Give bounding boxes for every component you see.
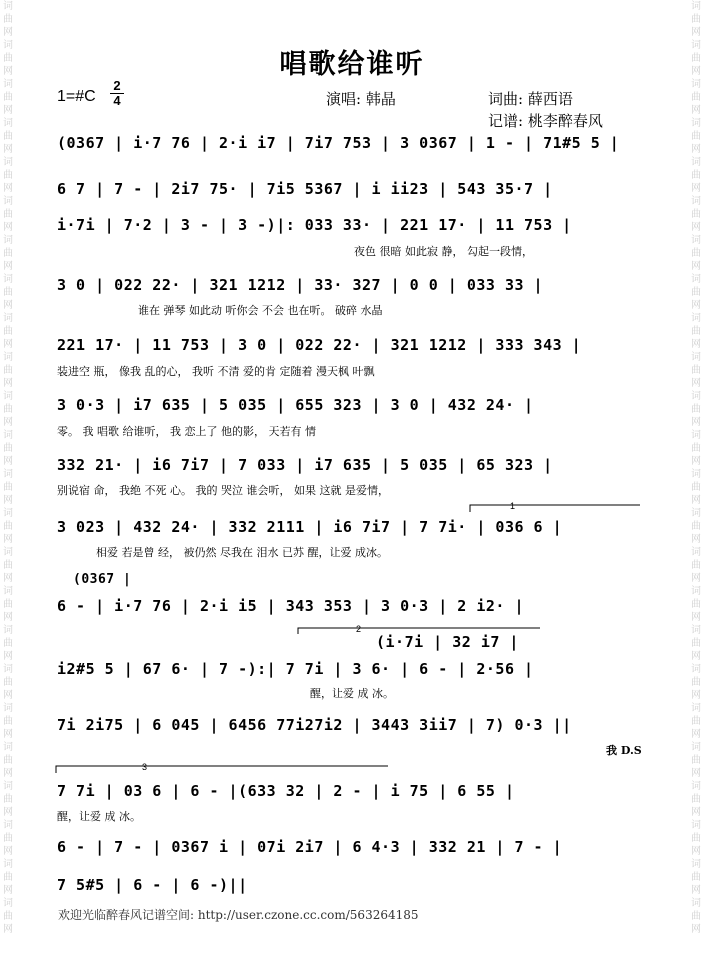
key-signature: 1=#C [57, 88, 96, 105]
alternate-ending: (i·7i | 32 i7 | [376, 633, 519, 651]
notation-row: 221 17· | 11 753 | 3 0 | 022 22· | 321 1212 | 333 343 | [57, 336, 582, 354]
lyric-line: 夜色 很暗 如此寂 静， 勾起一段情， [354, 245, 533, 258]
notation-row: 6 - | i·7 76 | 2·i i5 | 343 353 | 3 0·3 | 2 i2· | [57, 597, 525, 615]
notation-row: i2#5 5 | 67 6· | 7 -):| 7 7i | 3 6· | 6 - | 2·56 | [57, 660, 534, 678]
time-signature [110, 80, 124, 107]
notation-row: 7 7i | 03 6 | 6 - |(633 32 | 2 - | i 75 | 6 55 | [57, 782, 515, 800]
notation-row: (0367 | i·7 76 | 2·i i7 | 7i7 753 | 3 0367 | 1 - | 71#5 5 | [57, 134, 620, 152]
notation-row: 6 7 | 7 - | 2i7 75· | 7i5 5367 | i ii23 | 543 35·7 | [57, 180, 553, 198]
lyric-line: 装进空 瓶， 像我 乱的心， 我听 不清 爱的肯 定随着 漫天枫 叶飘 [57, 365, 375, 378]
lyric-line: 别说宿 命， 我绝 不死 心。 我的 哭泣 谁会听， 如果 这就 是爱情， [57, 484, 389, 497]
watermark-left: 词曲网 词曲网 词曲网 词曲网 词曲网 词曲网 词曲网 词曲网 词曲网 词曲网 词曲网 词曲网 词曲网 词曲网 词曲网 词曲网 词曲网 词曲网 词曲网 词曲网 词曲网 词曲网 词曲网 词曲网 [3, 1, 13, 935]
intro-cue: (0367 | [73, 572, 132, 587]
notation-row: 3 0 | 022 22· | 321 1212 | 33· 327 | 0 0 | 033 33 | [57, 276, 544, 294]
notation-row: i·7i | 7·2 | 3 - | 3 -)|: 033 33· | 221 17· | 11 753 | [57, 216, 572, 234]
singer-credit: 演唱: 韩晶 [326, 90, 396, 108]
volta-3-label: 3 [142, 762, 148, 772]
composer-credit: 词曲: 薛西语 [488, 90, 573, 108]
volta-1-label: 1 [510, 501, 516, 511]
notation-row: 3 0·3 | i7 635 | 5 035 | 655 323 | 3 0 | 432 24· | [57, 396, 534, 414]
lyric-line: 相爱 若是曾 经， 被仍然 尽我在 泪水 已苏 醒，让爱 成冰。 [96, 546, 388, 559]
notation-row: 6 - | 7 - | 0367 i | 07i 2i7 | 6 4·3 | 332 21 | 7 - | [57, 838, 563, 856]
lyric-line: 谁在 弹琴 如此动 听你会 不会 也在听。 破碎 水晶 [138, 304, 383, 317]
song-title: 唱歌给谁听 [279, 49, 425, 80]
time-numerator: 2 [113, 78, 121, 93]
notation-row: 7i 2i75 | 6 045 | 6456 77i27i2 | 3443 3ii7 | 7) 0·3 || [57, 716, 572, 734]
volta-3-bracket [56, 762, 388, 773]
ds-marker: 我 D.S [606, 744, 642, 757]
lyric-line: 醒，让爱 成 冰。 [57, 810, 141, 823]
notation-row: 7 5#5 | 6 - | 6 -)|| [57, 876, 248, 894]
footer-credit: 欢迎光临醉春风记谱空间: http://user.czone.cc.com/563264185 [58, 908, 419, 922]
time-denominator: 4 [113, 93, 121, 108]
watermark-right: 词曲网 词曲网 词曲网 词曲网 词曲网 词曲网 词曲网 词曲网 词曲网 词曲网 词曲网 词曲网 词曲网 词曲网 词曲网 词曲网 词曲网 词曲网 词曲网 词曲网 词曲网 词曲网 词曲网 词曲网 [691, 1, 701, 935]
lyric-line: 醒，让爱 成 冰。 [310, 687, 394, 700]
lyric-line: 零。 我 唱歌 给谁听， 我 恋上了 他的影， 天若有 情 [57, 425, 316, 438]
volta-1-bracket [470, 501, 640, 512]
transcriber-credit: 记谱: 桃李醉春风 [488, 112, 603, 130]
notation-row: 3 023 | 432 24· | 332 2111 | i6 7i7 | 7 7i· | 036 6 | [57, 518, 563, 536]
volta-2-label: 2 [356, 624, 362, 634]
notation-row: 332 21· | i6 7i7 | 7 033 | i7 635 | 5 035 | 65 323 | [57, 456, 553, 474]
